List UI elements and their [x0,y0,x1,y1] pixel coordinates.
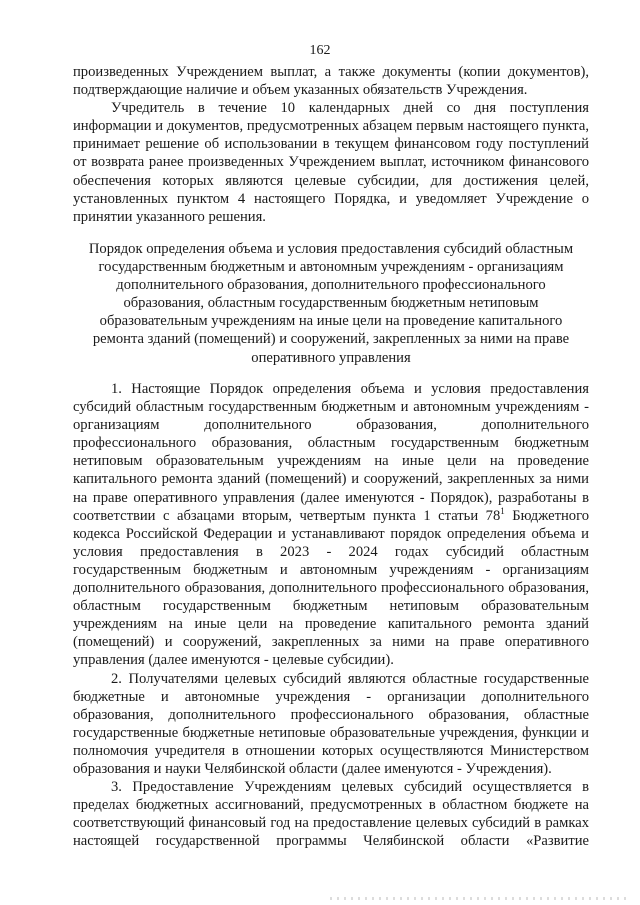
founder-decision-paragraph: Учредитель в течение 10 календарных дней со дня поступления информации и документов, предусмотренных абзацем первым настоящего пункта, принимает решение об использовании в текущем финансовом году поступлений от возврата ранее произведенных Учреждением выплат, источником финансового обеспечения которых являются целевые субсидии, для достижения целей, установленных пунктом 4 настоящего Порядка, и уведомляет Учреждение о принятии указанного решения. [73,100,589,225]
article-superscript: 1 [500,505,505,516]
paragraph-1-text-b: Бюджетного кодекса Российской Федерации и устанавливают порядок определения объема и условия предоставления в 2023 - 2024 годах субсидий областным государственным бюджетным и автономным учреждениям - организациям дополнительного образования, дополнительного профессионального образования, областным государственным бюджетным нетиповым образовательным учреждениям на иные цели на проведение капитального ремонта зданий (помещений) и сооружений, закрепленных за ними на праве оперативного управления (далее именуются - целевые субсидии). [73,507,590,669]
section-heading: Порядок определения объема и условия предоставления субсидий областным государственным бюджетным и автономным учреждениям - организациям дополнительного образования, дополнительного профессионального образования, областным государственным бюджетным нетиповым образовательным учреждениям на иные цели на проведение капитального ремонта зданий (помещений) и сооружений, закрепленных за ними на праве оперативного управления [88,241,574,366]
continuation-paragraph: произведенных Учреждением выплат, а также документы (копии документов), подтверждающие наличие и объем указанных обязательств Учреждения. [73,64,589,99]
paragraph-3: 3. Предоставление Учреждениям целевых субсидий осуществляется в пределах бюджетных ассигнований, предусмотренных в областном бюджете на соответствующий финансовый год на предоставление целевых субсидий в рамках настоящей государственной программы Челябинской области «Развитие [73,779,589,850]
scan-edge-artifact [330,897,630,900]
main-body [73,380,589,850]
page-number: 162 [309,43,331,58]
paragraph-2: 2. Получателями целевых субсидий являются областные государственные бюджетные и автономные учреждения - организации дополнительного образования, дополнительного профессионального образования, областные государственные бюджетные нетиповые образовательные учреждения, функции и полномочия учредителя в отношении которых осуществляются Министерством образования и науки Челябинской области (далее именуются - Учреждения). [73,670,589,777]
intro-block [73,63,589,226]
paragraph-1 [73,380,589,670]
paragraph-1-text-a: 1. Настоящие Порядок определения объема и условия предоставления субсидий областным государственным бюджетным и автономным учреждениям - организациям дополнительного образования, дополнительного профессионального образования, областным государственным бюджетным нетиповым образовательным учреждениям на иные цели на проведение капитального ремонта зданий (помещений) и сооружений, закрепленных за ними на праве оперативного управления (далее именуются - Порядок), разработаны в соответствии с абзацами вторым, четвертым пункта 1 статьи 78 [73,381,589,524]
section-heading-block [80,240,582,367]
